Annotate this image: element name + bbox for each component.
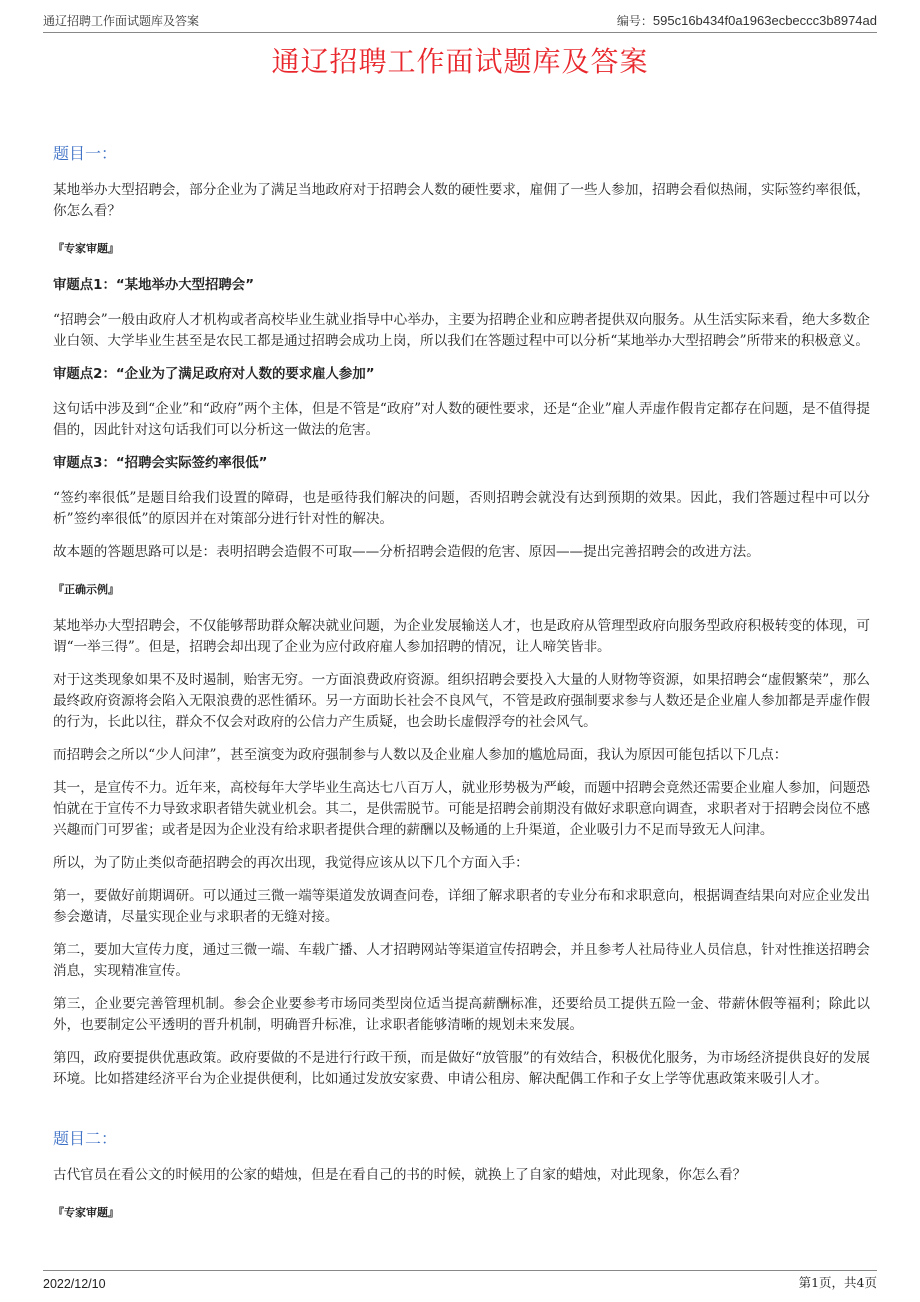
review-tag: 『专家审题』 bbox=[53, 242, 119, 255]
review-point-1-text: “招聘会”一般由政府人才机构或者高校毕业生就业指导中心举办，主要为招聘企业和应聘者提供双向服务。从生活实际来看，绝大多数企业白领、大学毕业生甚至是农民工都是通过招聘会成功上岗，所以我们在答题过程中可以分析“某地举办大型招聘会”所带来的积极意义。 bbox=[53, 312, 870, 349]
review-point-2-text: 这句话中涉及到“企业”和“政府”两个主体，但是不管是“政府”对人数的硬性要求，还是“企业”雇人弄虚作假肯定都存在问题，是不值得提倡的，因此针对这句话我们可以分析这一做法的危害。 bbox=[53, 401, 870, 438]
answer-paragraph: 第一，要做好前期调研。可以通过三微一端等渠道发放调查问卷，详细了解求职者的专业分布和求职意向，根据调查结果向对应企业发出参会邀请，尽量实现企业与求职者的无缝对接。 bbox=[53, 888, 870, 925]
footer-page-number: 第1页，共4页 bbox=[798, 1275, 877, 1290]
answer-paragraph: 第三，企业要完善管理机制。参会企业要参考市场同类型岗位适当提高薪酬标准，还要给员工提供五险一金、带薪休假等福利；除此以外，也要制定公平透明的晋升机制，明确晋升标准，让求职者能够清晰的规划未来发展。 bbox=[53, 996, 870, 1033]
answer-paragraph: 而招聘会之所以“少人问津”，甚至演变为政府强制参与人数以及企业雇人参加的尴尬局面，我认为原因可能包括以下几点： bbox=[53, 747, 788, 763]
answer-summary: 故本题的答题思路可以是：表明招聘会造假不可取——分析招聘会造假的危害、原因——提出完善招聘会的改进方法。 bbox=[53, 544, 760, 560]
answer-paragraph: 某地举办大型招聘会，不仅能够帮助群众解决就业问题，为企业发展输送人才，也是政府从管理型政府向服务型政府积极转变的体现，可谓“一举三得”。但是，招聘会却出现了企业为应付政府雇人参加招聘的情况，让人啼笑皆非。 bbox=[53, 618, 870, 655]
header-code bbox=[617, 12, 877, 29]
header-code-label: 编号： bbox=[616, 14, 653, 28]
footer-date: 2022/12/10 bbox=[43, 1277, 106, 1291]
answer-paragraph: 第二，要加大宣传力度，通过三微一端、车载广播、人才招聘网站等渠道宣传招聘会，并且参考人社局待业人员信息，针对性推送招聘会消息，实现精准宣传。 bbox=[53, 942, 870, 979]
question-1-heading: 题目一： bbox=[53, 144, 118, 163]
answer-paragraph: 所以，为了防止类似奇葩招聘会的再次出现，我觉得应该从以下几个方面入手： bbox=[53, 855, 529, 871]
question-2-heading: 题目二： bbox=[53, 1129, 118, 1148]
review-point-1-title: 审题点1：“某地举办大型招聘会” bbox=[53, 278, 254, 293]
document-title: 通辽招聘工作面试题库及答案 bbox=[271, 45, 649, 78]
review-point-3-title: 审题点3：“招聘会实际签约率很低” bbox=[53, 456, 268, 471]
page-header bbox=[43, 12, 877, 33]
answer-paragraph: 其一，是宣传不力。近年来，高校每年大学毕业生高达七八百万人，就业形势极为严峻，而题中招聘会竟然还需要企业雇人参加，问题恐怕就在于宣传不力导致求职者错失就业机会。其二，是供需脱节。可能是招聘会前期没有做好求职意向调查，求职者对于招聘会岗位不感兴趣而门可罗雀；或者是因为企业没有给求职者提供合理的薪酬以及畅通的上升渠道，企业吸引力不足而导致无人问津。 bbox=[53, 780, 870, 838]
page-footer bbox=[43, 1270, 877, 1291]
document-body bbox=[53, 143, 870, 1239]
question-2-text: 古代官员在看公文的时候用的公家的蜡烛，但是在看自己的书的时候，就换上了自家的蜡烛，对此现象，你怎么看？ bbox=[53, 1167, 747, 1183]
review-point-2-title: 审题点2：“企业为了满足政府对人数的要求雇人参加” bbox=[53, 367, 375, 382]
answer-paragraph: 对于这类现象如果不及时遏制，贻害无穷。一方面浪费政府资源。组织招聘会要投入大量的人财物等资源，如果招聘会“虚假繁荣”，那么最终政府资源将会陷入无限浪费的恶性循环。另一方面助长社会不良风气，不管是政府强制要求参与人数还是企业雇人参加都是弄虚作假的行为，长此以往，群众不仅会对政府的公信力产生质疑，也会助长虚假浮夸的社会风气。 bbox=[53, 672, 870, 730]
answer-paragraph: 第四，政府要提供优惠政策。政府要做的不是进行行政干预，而是做好“放管服”的有效结合，积极优化服务，为市场经济提供良好的发展环境。比如搭建经济平台为企业提供便利，比如通过发放安家费、申请公租房、解决配偶工作和子女上学等优惠政策来吸引人才。 bbox=[53, 1050, 870, 1087]
question-1-text: 某地举办大型招聘会，部分企业为了满足当地政府对于招聘会人数的硬性要求，雇佣了一些人参加，招聘会看似热闹，实际签约率很低，你怎么看？ bbox=[53, 182, 870, 219]
header-code-value: 595c16b434f0a1963ecbeccc3b8974ad bbox=[652, 13, 877, 28]
review-tag: 『专家审题』 bbox=[53, 1206, 119, 1219]
header-doc-title: 通辽招聘工作面试题库及答案 bbox=[43, 14, 200, 28]
review-point-3-text: “签约率很低”是题目给我们设置的障碍，也是亟待我们解决的问题，否则招聘会就没有达到预期的效果。因此，我们答题过程中可以分析”签约率很低”的原因并在对策部分进行针对性的解决。 bbox=[53, 490, 870, 527]
example-tag: 『正确示例』 bbox=[53, 583, 119, 596]
